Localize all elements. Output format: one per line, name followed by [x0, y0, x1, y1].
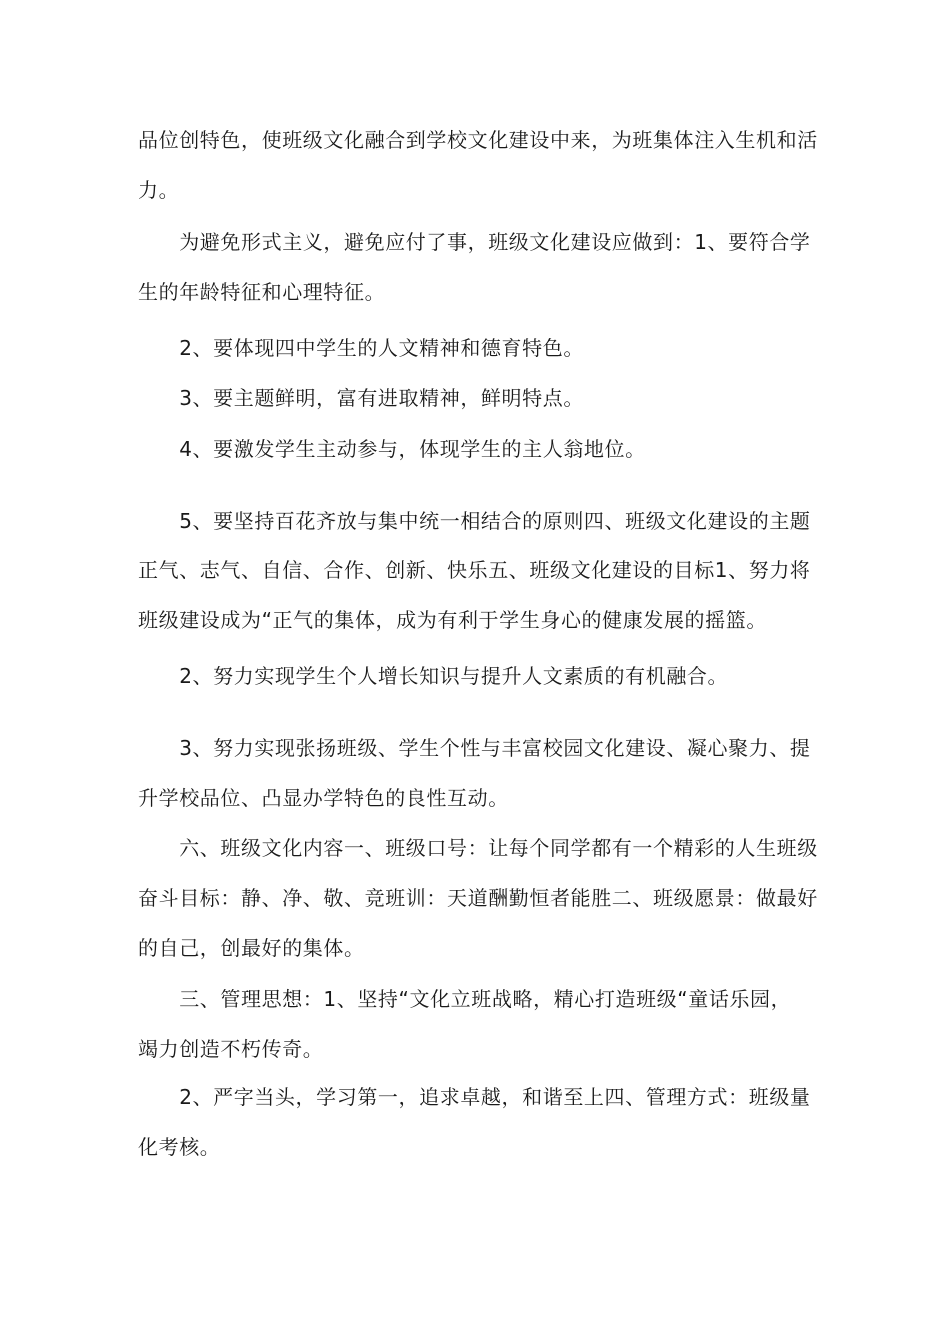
text-line: 2、严字当头，学习第一，追求卓越，和谐至上四、管理方式：班级量 — [138, 1085, 811, 1109]
text-line: 2、要体现四中学生的人文精神和德育特色。 — [138, 336, 584, 360]
text-line: 六、班级文化内容一、班级口号：让每个同学都有一个精彩的人生班级 — [138, 836, 818, 860]
text-line: 5、要坚持百花齐放与集中统一相结合的原则四、班级文化建设的主题 — [138, 509, 811, 533]
text-line: 品位创特色，使班级文化融合到学校文化建设中来，为班集体注入生机和活 — [138, 128, 818, 152]
text-line: 力。 — [138, 178, 180, 202]
text-line: 为避免形式主义，避免应付了事，班级文化建设应做到：1、要符合学 — [138, 230, 811, 254]
text-line: 3、要主题鲜明，富有进取精神，鲜明特点。 — [138, 386, 584, 410]
text-line: 的自己，创最好的集体。 — [138, 936, 365, 960]
text-line: 化考核。 — [138, 1135, 221, 1159]
text-line: 三、管理思想：1、坚持“文化立班战略，精心打造班级“童话乐园， — [138, 987, 792, 1011]
text-line: 奋斗目标：静、净、敬、竞班训：天道酬勤恒者能胜二、班级愿景：做最好 — [138, 886, 818, 910]
text-line: 竭力创造不朽传奇。 — [138, 1037, 324, 1061]
text-line: 正气、志气、自信、合作、创新、快乐五、班级文化建设的目标1、努力将 — [138, 558, 811, 582]
text-line: 班级建设成为“正气的集体，成为有利于学生身心的健康发展的摇篮。 — [138, 608, 767, 632]
text-line: 2、努力实现学生个人增长知识与提升人文素质的有机融合。 — [138, 664, 729, 688]
text-line: 生的年龄特征和心理特征。 — [138, 280, 386, 304]
text-line: 升学校品位、凸显办学特色的良性互动。 — [138, 786, 509, 810]
text-line: 4、要激发学生主动参与，体现学生的主人翁地位。 — [138, 437, 646, 461]
text-line: 3、努力实现张扬班级、学生个性与丰富校园文化建设、凝心聚力、提 — [138, 736, 811, 760]
